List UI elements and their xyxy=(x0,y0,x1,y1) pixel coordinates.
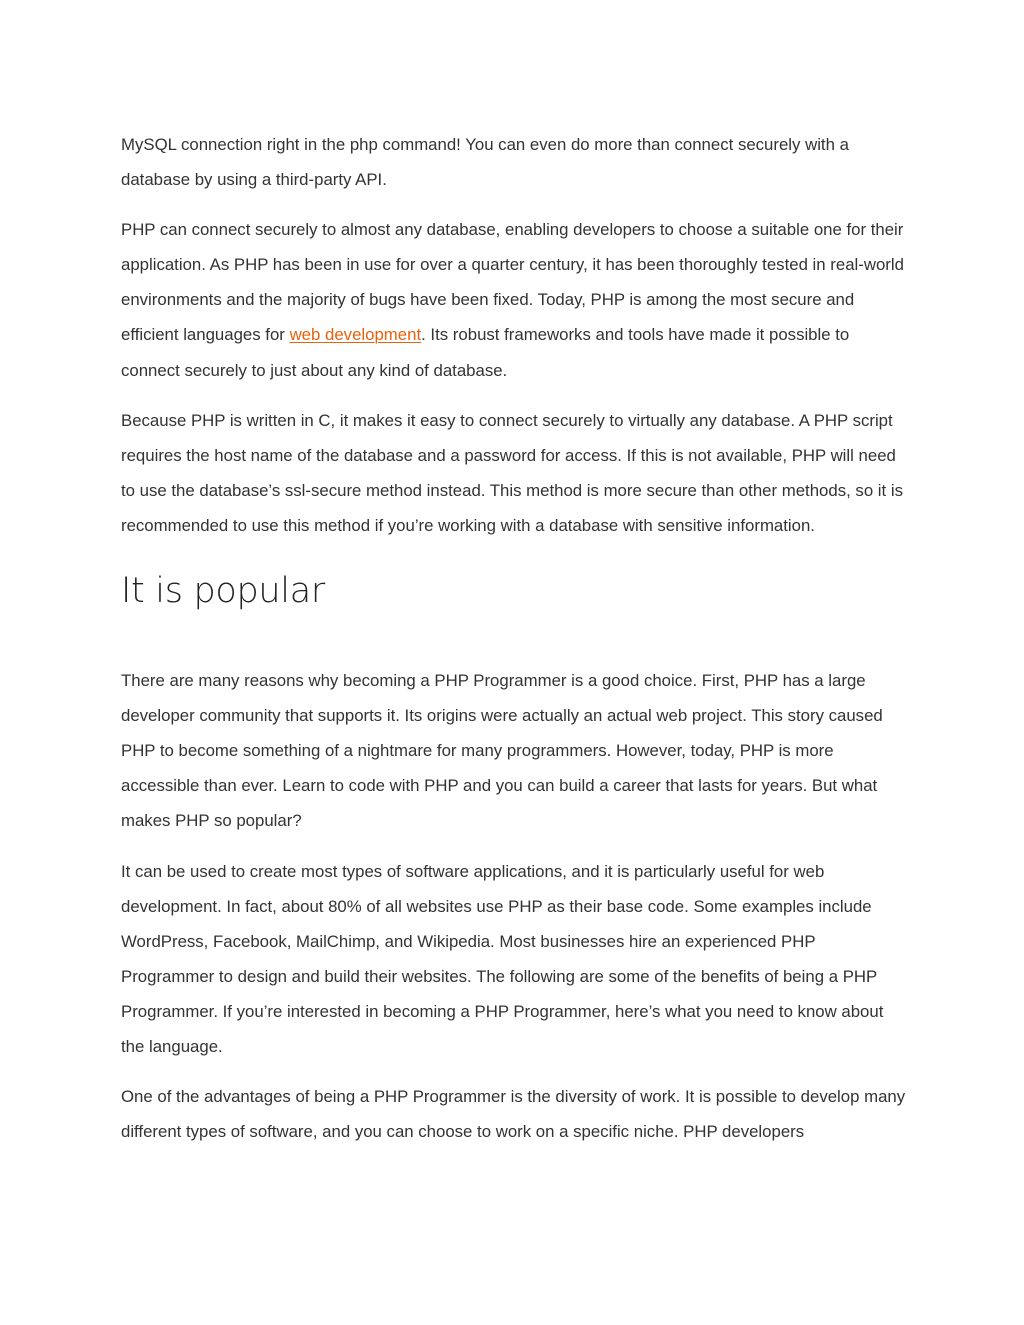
paragraph-text-before-link: PHP can connect securely to almost any database, enabling developers to choose a suitable one for their application. As PHP has been in use for over a quarter century, it has been thoroughly tested in real-world environments and the majority of bugs have been fixed. Today, PHP is among the most secure and efficient languages for xyxy=(121,220,904,345)
paragraph-text: Because PHP is written in C, it makes it easy to connect securely to virtually any database. A PHP script requires the host name of the database and a password for access. If this is not available, PHP will need to use the database’s ssl-secure method instead. This method is more secure than other methods, so it is recommended to use this method if you’re working with a database with sensitive information. xyxy=(121,410,903,535)
paragraph-many-reasons xyxy=(121,663,906,838)
paragraph-text: It can be used to create most types of software applications, and it is particularly useful for web development. In fact, about 80% of all websites use PHP as their base code. Some examples include WordPress, Facebook, MailChimp, and Wikipedia. Most businesses hire an experienced PHP Programmer to design and build their websites. The following are some of the benefits of being a PHP Programmer. If you’re interested in becoming a PHP Programmer, here’s what you need to know about the language. xyxy=(121,861,884,1056)
document-page xyxy=(121,127,906,1164)
paragraph-mysql-connection xyxy=(121,127,906,197)
paragraph-software-applications xyxy=(121,854,906,1065)
section-heading: It is popular xyxy=(121,571,325,612)
paragraph-written-in-c xyxy=(121,403,906,543)
web-development-link[interactable]: web development xyxy=(289,325,422,345)
paragraph-text: There are many reasons why becoming a PHP Programmer is a good choice. First, PHP has a large developer community that supports it. Its origins were actually an actual web project. This story caused PHP to become something of a nightmare for many programmers. However, today, PHP is more accessible than ever. Learn to code with PHP and you can build a career that lasts for years. But what makes PHP so popular? xyxy=(121,671,883,831)
paragraph-text: MySQL connection right in the php command! You can even do more than connect securely with a database by using a third-party API. xyxy=(121,135,849,190)
paragraph-text: One of the advantages of being a PHP Programmer is the diversity of work. It is possible to develop many different types of software, and you can choose to work on a specific niche. PHP developers xyxy=(121,1087,906,1142)
paragraph-php-connect-securely xyxy=(121,212,906,387)
paragraph-text-after-link: . Its robust frameworks and tools have made it possible to connect securely to just about any kind of database. xyxy=(121,325,850,380)
paragraph-advantages xyxy=(121,1079,906,1149)
